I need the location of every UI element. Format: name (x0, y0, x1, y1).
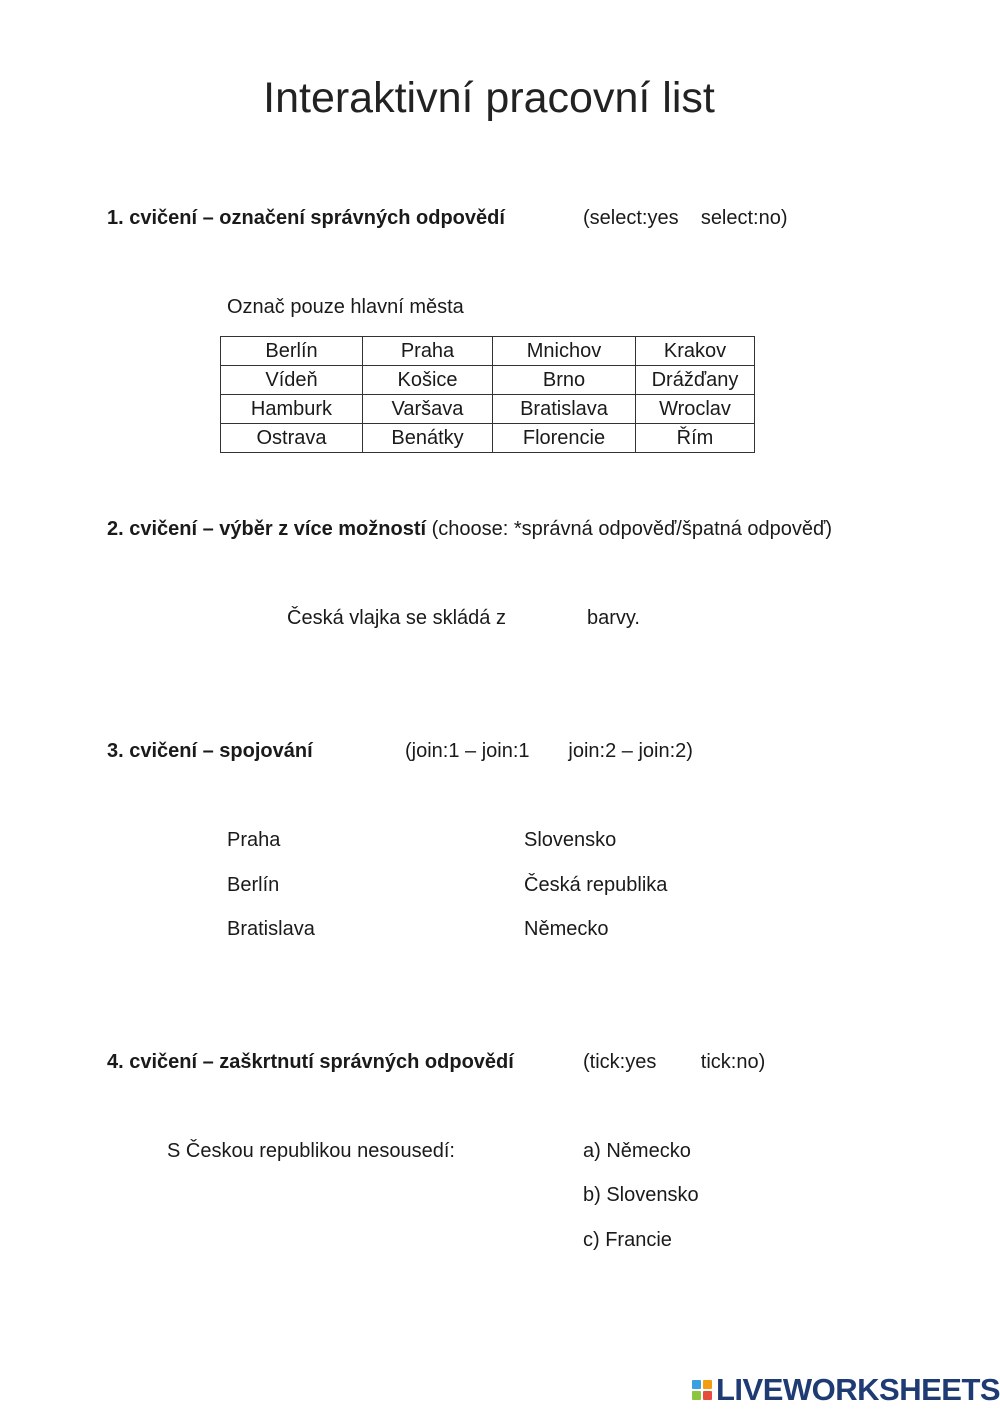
logo-mark-icon (692, 1380, 712, 1400)
tick-option-c[interactable]: c) Francie (583, 1229, 672, 1251)
city-cell[interactable]: Florencie (493, 424, 636, 453)
cities-table (220, 336, 755, 453)
city-cell[interactable]: Mnichov (493, 337, 636, 366)
exercise-2-answer-dropdown[interactable] (513, 604, 579, 632)
join-left-item[interactable]: Praha (227, 829, 281, 851)
join-right-item[interactable]: Německo (524, 918, 609, 940)
city-cell[interactable]: Vídeň (221, 366, 363, 395)
cities-table-row (221, 424, 755, 453)
exercise-4-note: (tick:yes tick:no) (583, 1051, 766, 1073)
city-cell[interactable]: Krakov (636, 337, 755, 366)
exercise-1-title: 1. cvičení – označení správných odpovědí (107, 207, 505, 229)
join-right-item[interactable]: Slovensko (524, 829, 617, 851)
city-cell[interactable]: Wroclav (636, 395, 755, 424)
logo-square-4 (703, 1391, 712, 1400)
city-cell[interactable]: Praha (363, 337, 493, 366)
exercise-2-title: 2. cvičení – výběr z více možností (107, 518, 427, 540)
city-cell[interactable]: Řím (636, 424, 755, 453)
city-cell[interactable]: Drážďany (636, 366, 755, 395)
cities-table-row (221, 337, 755, 366)
exercise-4-title: 4. cvičení – zaškrtnutí správných odpovědí (107, 1051, 514, 1073)
logo-square-2 (703, 1380, 712, 1389)
join-right-item[interactable]: Česká republika (524, 874, 668, 896)
logo-square-1 (692, 1380, 701, 1389)
city-cell[interactable]: Hamburk (221, 395, 363, 424)
cities-table-row (221, 395, 755, 424)
exercise-4-heading (107, 1051, 514, 1074)
city-cell[interactable]: Berlín (221, 337, 363, 366)
join-left-item[interactable]: Berlín (227, 874, 280, 896)
logo-square-3 (692, 1391, 701, 1400)
exercise-2-sentence-end: barvy. (587, 607, 640, 629)
city-cell[interactable]: Brno (493, 366, 636, 395)
exercise-2-sentence-start: Česká vlajka se skládá z (287, 607, 506, 629)
exercise-2-heading (107, 518, 832, 541)
city-cell[interactable]: Varšava (363, 395, 493, 424)
city-cell[interactable]: Ostrava (221, 424, 363, 453)
tick-option-a[interactable]: a) Německo (583, 1140, 691, 1162)
exercise-1-heading (107, 207, 505, 230)
liveworksheets-logo (692, 1372, 1000, 1408)
city-cell[interactable]: Bratislava (493, 395, 636, 424)
city-cell[interactable]: Benátky (363, 424, 493, 453)
exercise-3-note: (join:1 – join:1 join:2 – join:2) (405, 740, 693, 762)
city-cell[interactable]: Košice (363, 366, 493, 395)
exercise-3-heading (107, 740, 313, 763)
cities-table-row (221, 366, 755, 395)
exercise-1-note: (select:yes select:no) (583, 207, 788, 229)
exercise-2-note: (choose: *správná odpověď/špatná odpověď) (426, 518, 833, 540)
page-title: Interaktivní pracovní list (263, 74, 715, 122)
join-left-item[interactable]: Bratislava (227, 918, 315, 940)
exercise-1-instruction: Označ pouze hlavní města (227, 296, 464, 318)
logo-text: LIVEWORKSHEETS (716, 1372, 1000, 1407)
exercise-4-question: S Českou republikou nesousedí: (167, 1140, 455, 1162)
exercise-3-title: 3. cvičení – spojování (107, 740, 313, 762)
tick-option-b[interactable]: b) Slovensko (583, 1184, 699, 1206)
